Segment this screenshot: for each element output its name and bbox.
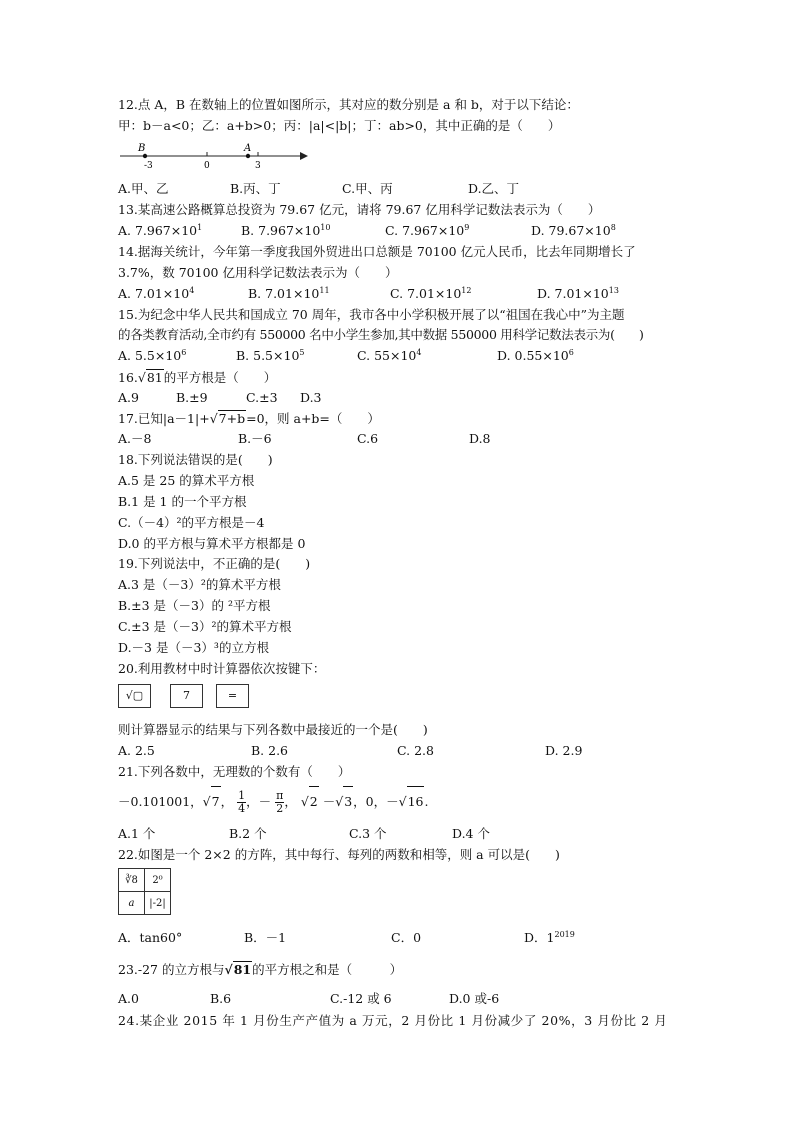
q12-option-b: B.丙、丁 [230,181,281,196]
q12-stem: 12.点 A，B 在数轴上的位置如图所示，其对应的数分别是 a 和 b，对于以下结论： [118,97,579,112]
q20-option-a: A. 2.5 [118,743,155,758]
q17-option-b: B.－6 [238,431,272,446]
q21-option-d: D.4 个 [452,826,490,841]
q13-option-b: B. $7.967\times 10^{10}$ [241,223,331,238]
q16-option-d: D.3 [300,390,322,405]
matrix-cell-a: a [119,892,145,915]
q12-option-c: C.甲、丙 [342,181,393,196]
q19-option-c: C.±3 是（－3）²的算术平方根 [118,619,292,634]
calculator-key-equals: = [216,684,249,708]
fraction-pi-half: $\frac{\pi}{2}$ [276,789,284,815]
q18-option-b: B.1 是 1 的一个平方根 [118,494,247,509]
q19-option-d: D.－3 是（－3）³的立方根 [118,640,269,655]
q14-option-b: B. $7.01\times 10^{11}$ [248,286,330,301]
q12-conclusions: 甲：b－a<0；乙：a+b>0；丙：|a|<|b|；丁：ab>0，其中正确的是（ ） [118,118,561,133]
q20-stem-2: 则计算器显示的结果与下列各数中最接近的一个是( ) [118,722,428,737]
q21-option-b: B.2 个 [229,826,267,841]
q15-option-d: D. $0.55\times 10^6$ [497,348,574,363]
q21-stem: 21.下列各数中，无理数的个数有（ ） [118,764,351,779]
sqrt-7-plus-b: √7+b [209,411,246,426]
q16-option-c: C.±3 [246,390,278,405]
q13-stem: 13.某高速公路概算总投资为 79.67 亿元，请将 79.67 亿用科学记数法表示为（ ） [118,202,601,217]
sqrt-81-bold: √81 [224,962,252,977]
q16-option-b: B.±9 [176,390,208,405]
tick-0: 0 [204,161,210,171]
q16-stem: 16.√81的平方根是（ ） [118,370,277,385]
point-b-label: B [138,143,146,154]
q22-option-a: A．tan60° [118,930,183,945]
q23-option-b: B.6 [210,991,232,1006]
sqrt-81: √81 [137,370,163,385]
q22-option-d: D．$1^{2019}$ [524,930,575,945]
q22-stem: 22.如图是一个 2×2 的方阵，其中每行、每列的两数和相等，则 a 可以是( ) [118,847,560,862]
q14-option-c: C. $7.01\times 10^{12}$ [390,286,472,301]
matrix-cell-cbrt8: ∛8 [119,869,145,892]
q12-option-d: D.乙、丁 [468,181,520,196]
q23-option-a: A.0 [118,991,139,1006]
q17-option-c: C.6 [357,431,379,446]
q20-option-d: D. 2.9 [545,743,583,758]
q12-option-a: A.甲、乙 [118,181,169,196]
q14-stem-line2: 3.7%，数 70100 亿用科学记数法表示为（ ） [118,265,398,280]
q14-option-d: D. $7.01\times 10^{13}$ [537,286,619,301]
matrix-cell-2-pow-0: 2⁰ [145,869,171,892]
q15-option-c: C. $55\times 10^4$ [357,348,422,363]
q21-option-c: C.3 个 [349,826,387,841]
q22-option-c: C．0 [391,930,422,945]
q20-option-c: C. 2.8 [397,743,434,758]
q13-option-d: D. $79.67\times 10^8$ [531,223,616,238]
q18-stem: 18.下列说法错误的是( ) [118,452,273,467]
matrix-2x2 [118,868,171,915]
q19-option-b: B.±3 是（－3）的 ²平方根 [118,598,271,613]
q17-option-d: D.8 [469,431,491,446]
q15-option-a: A. $5.5\times 10^6$ [118,348,187,363]
q14-option-a: A. $7.01\times 10^4$ [118,286,195,301]
q18-option-c: C.（－4）²的平方根是－4 [118,515,265,530]
q17-stem: 17.已知|a－1|+√7+b=0，则 a+b=（ ） [118,411,380,426]
q16-option-a: A.9 [118,390,139,405]
tick-3: 3 [255,161,261,171]
q22-option-b: B．－1 [244,930,287,945]
q15-option-b: B. $5.5\times 10^5$ [236,348,305,363]
q20-stem: 20.利用教材中时计算器依次按键下： [118,661,326,676]
q18-option-d: D.0 的平方根与算术平方根都是 0 [118,536,306,551]
q21-number-list: －0.101001，√7， $\frac{1}{4}$ ，－ $\frac{\pi}{2}$ ， √2 －√3，0，－√16. [118,786,428,816]
q17-option-a: A.－8 [118,431,152,446]
q13-option-a: A. $7.967\times 10^1$ [118,223,203,238]
q23-option-d: D.0 或-6 [449,991,500,1006]
q18-option-a: A.5 是 25 的算术平方根 [118,473,255,488]
q14-stem-line1: 14.据海关统计，今年第一季度我国外贸进出口总额是 70100 亿元人民币，比去年同期增长了 [118,244,636,259]
fraction-one-quarter: $\frac{1}{4}$ [238,789,246,815]
q24-stem: 24.某企业 2015 年 1 月份生产产值为 a 万元，2 月份比 1 月份减少了 20%，3 月份比 2 月 [118,1013,668,1028]
q20-option-b: B. 2.6 [251,743,289,758]
q15-stem-line2: 的各类教育活动,全市约有 550000 名中小学生参加,其中数据 550000 用科学记数法表示为( ) [118,327,644,342]
q23-option-c: C.-12 或 6 [330,991,392,1006]
calculator-key-7: 7 [170,684,203,708]
q23-stem: 23.-27 的立方根与√81的平方根之和是（ ） [118,962,403,977]
point-a-label: A [244,143,252,154]
q13-option-c: C. $7.967\times 10^9$ [385,223,470,238]
q15-stem-line1: 15.为纪念中华人民共和国成立 70 周年，我市各中小学积极开展了以“祖国在我心中”为主题 [118,307,625,322]
calculator-key-sqrt: √▢ [118,684,151,708]
tick-neg3: -3 [144,161,153,171]
q21-option-a: A.1 个 [118,826,156,841]
q19-stem: 19.下列说法中，不正确的是( ) [118,556,311,571]
q19-option-a: A.3 是（－3）²的算术平方根 [118,577,281,592]
number-line-figure [118,140,308,174]
matrix-cell-abs-neg2: |-2| [145,892,171,915]
